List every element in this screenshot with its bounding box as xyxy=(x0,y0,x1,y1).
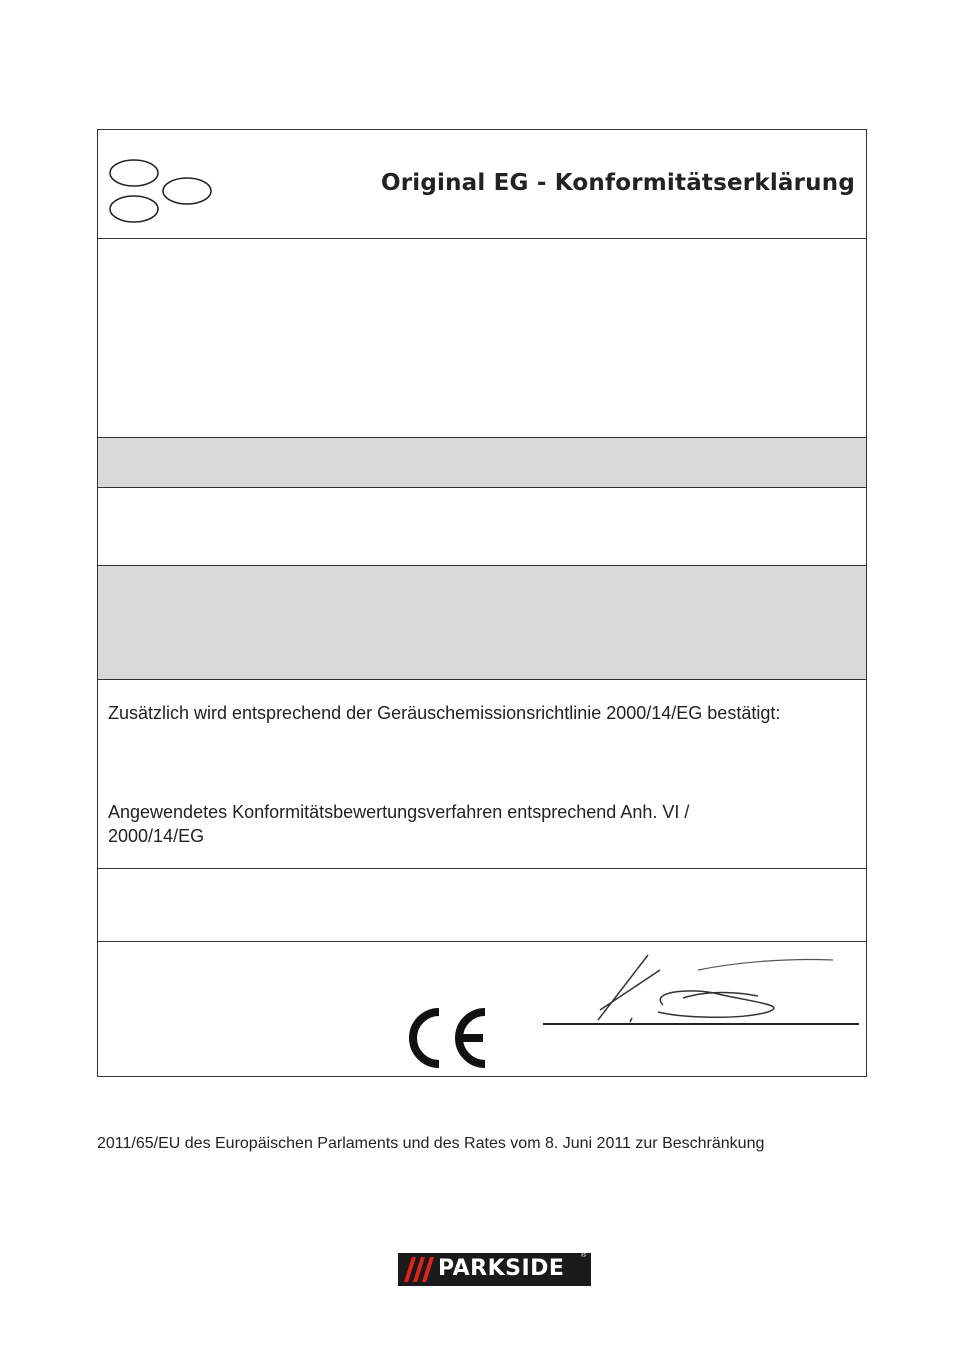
model-section xyxy=(98,488,866,566)
language-code-ovals-icon xyxy=(98,130,228,239)
logo-text: PARKSIDE xyxy=(438,1256,565,1281)
logo-registered-mark: ® xyxy=(581,1252,587,1259)
title-row xyxy=(98,130,866,239)
declaration-form xyxy=(97,129,867,1077)
procedure-statement: Angewendetes Konformitätsbewertungsverfahren entsprechend Anh. VI / 2000/14/EG xyxy=(108,802,690,846)
noise-statement: Zusätzlich wird entsprechend der Geräuschemissionsrichtlinie 2000/14/EG bestätigt: xyxy=(108,703,781,723)
directives-section xyxy=(98,566,866,680)
manufacturer-section xyxy=(98,239,866,438)
signature-section xyxy=(98,942,866,1077)
ce-mark-icon xyxy=(405,1004,489,1072)
signature-icon xyxy=(588,950,838,1030)
product-section xyxy=(98,438,866,488)
page-title: Original EG - Konformitätserklärung xyxy=(380,170,855,196)
standards-section xyxy=(98,869,866,942)
footer-text: 2011/65/EU des Europäischen Parlaments und des Rates vom 8. Juni 2011 zur Beschränkung xyxy=(97,1135,765,1152)
logo-slashes-icon xyxy=(398,1253,438,1286)
signature-line xyxy=(543,1023,859,1025)
parkside-logo xyxy=(398,1253,591,1286)
noise-emission-section xyxy=(98,680,866,869)
